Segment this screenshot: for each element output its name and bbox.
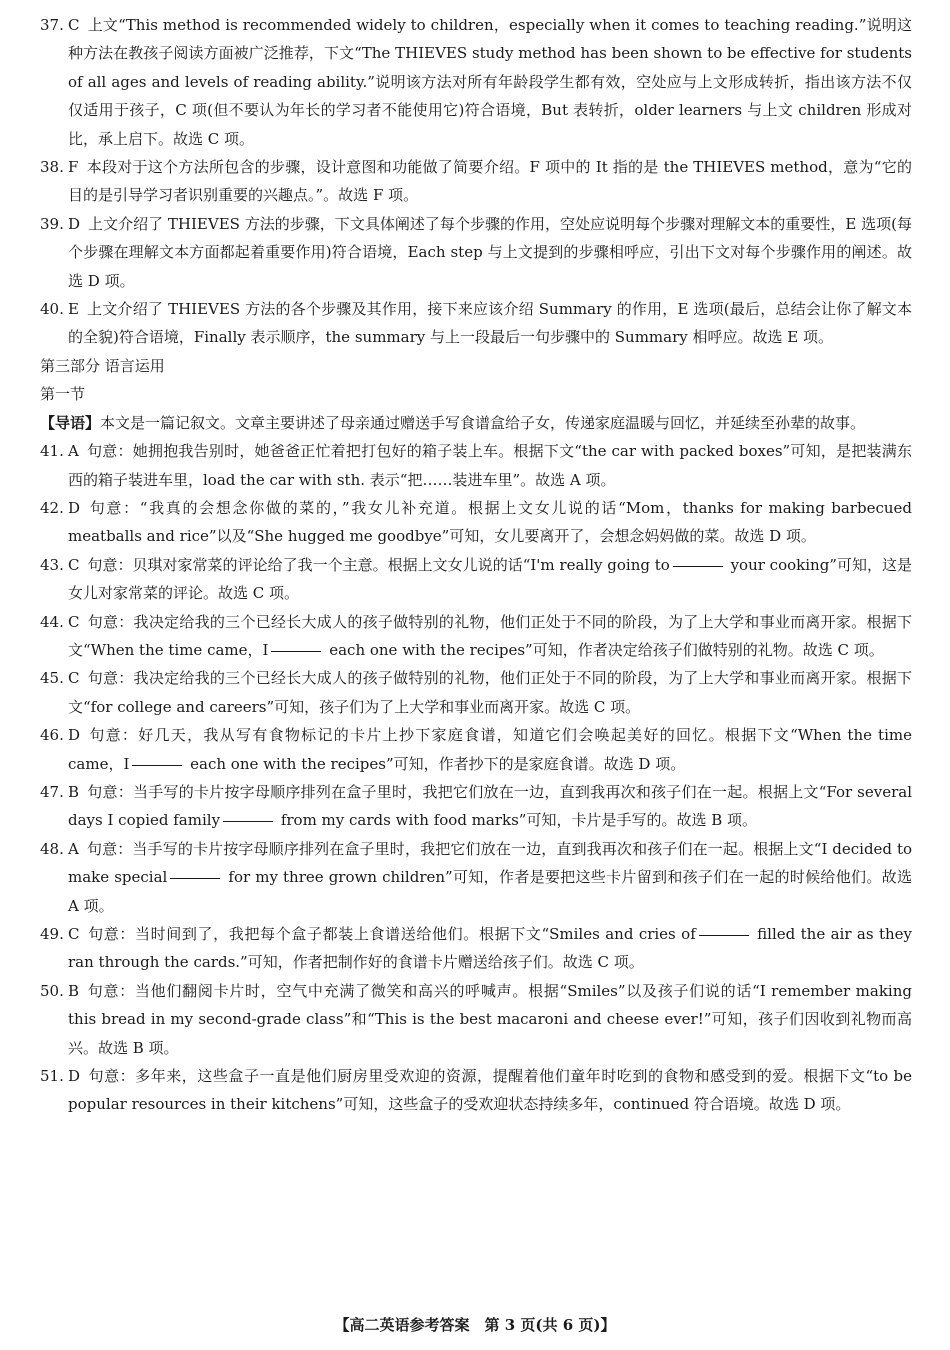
question-number: 46.	[40, 726, 64, 745]
explanation-text: each one with the recipes”可知，作者决定给孩子们做特别的礼物。故选 C 项。	[324, 640, 884, 659]
explanation-text: 句意：当手写的卡片按字母顺序排列在盒子里时，我把它们放在一边，直到我再次和孩子们在一起。根据上文“I decided to make special	[68, 839, 912, 887]
lead-tag: 【导语】	[40, 413, 101, 432]
answer-letter: D	[68, 726, 81, 745]
answer-item	[40, 778, 912, 835]
explanation-text: 句意：好几天，我从写有食物标记的卡片上抄下家庭食谱，知道它们会唤起美好的回忆。根据下文“When the time came，I	[68, 726, 912, 773]
explanation-text: 句意：当他们翻阅卡片时，空气中充满了微笑和高兴的呼喊声。根据“Smiles”以及孩子们说的话“I remember making this bread in my second-grade class”和“This is the best macaroni and cheese ever!”可知，孩子们因收到礼物而高兴。故选 B 项。	[68, 981, 912, 1057]
explanation-text: 句意：当手写的卡片按字母顺序排列在盒子里时，我把它们放在一边，直到我再次和孩子们在一起。根据上文“For several days I copied family	[68, 782, 912, 830]
answer-item	[40, 920, 912, 977]
question-number: 43.	[40, 555, 64, 574]
answer-letter: D	[68, 1067, 81, 1086]
explanation-text: 句意：我决定给我的三个已经长大成人的孩子做特别的礼物，他们正处于不同的阶段，为了上大学和事业而离开家。根据下文“When the time came，I	[68, 612, 912, 659]
explanation-text: 句意：我决定给我的三个已经长大成人的孩子做特别的礼物，他们正处于不同的阶段，为了上大学和事业而离开家。根据下文“for college and careers”可知，孩子们为了上大学和事业而离开家。故选 C 项。	[68, 669, 912, 716]
question-number: 37.	[40, 16, 64, 34]
question-number: 42.	[40, 498, 64, 517]
lead-paragraph	[40, 409, 912, 437]
blank-line	[699, 934, 749, 936]
question-number: 38.	[40, 158, 64, 177]
blank-line	[170, 877, 220, 879]
explanation-text: 句意：她拥抱我告别时，她爸爸正忙着把打包好的箱子装上车。根据下文“the car with packed boxes”可知，是把装满东西的箱子装进车里，load the car with sth. 表示“把……装进车里”。故选 A 项。	[68, 442, 912, 489]
explanation-text: filled the air as they ran through the cards.”可知，作者把制作好的食谱卡片赠送给孩子们。故选 C 项。	[68, 925, 912, 972]
answer-letter: F	[68, 158, 79, 177]
answer-letter: D	[68, 214, 81, 233]
answer-letter: A	[68, 442, 79, 461]
answer-letter: C	[68, 925, 80, 943]
question-number: 44.	[40, 612, 64, 631]
explanation-text: 上文介绍了 THIEVES 方法的步骤，下文具体阐述了每个步骤的作用，空处应说明每个步骤对理解文本的重要性，E 选项(每个步骤在理解文本方面都起着重要作用)符合语境，Each step 与上文提到的步骤相呼应，引出下文对每个步骤作用的阐述。故选 D 项。	[68, 214, 912, 290]
reading-answers	[40, 11, 912, 352]
answer-item	[40, 494, 912, 551]
explanation-text: 句意：多年来，这些盒子一直是他们厨房里受欢迎的资源，提醒着他们童年时吃到的食物和感受到的爱。根据下文“to be popular resources in their kitchens”可知，这些盒子的受欢迎状态持续多年，continued 符合语境。故选 D 项。	[68, 1067, 912, 1114]
question-number: 39.	[40, 214, 64, 233]
question-number: 49.	[40, 925, 64, 943]
answer-item	[40, 608, 912, 665]
answer-item	[40, 977, 912, 1062]
cloze-answers	[40, 437, 912, 1119]
question-number: 50.	[40, 981, 64, 1000]
answer-letter: C	[68, 16, 80, 34]
answer-letter: D	[68, 498, 81, 517]
answer-letter: C	[68, 669, 80, 688]
question-number: 48.	[40, 839, 64, 858]
explanation-text: each one with the recipes”可知，作者抄下的是家庭食谱。故选 D 项。	[185, 754, 686, 773]
explanation-text: your cooking”可知，这是女儿对家常菜的评论。故选 C 项。	[68, 555, 913, 603]
blank-line	[673, 565, 723, 567]
answer-letter: C	[68, 612, 80, 631]
answer-item	[40, 437, 912, 494]
explanation-text: 句意：贝琪对家常菜的评论给了我一个主意。根据上文女儿说的话“I'm really going to	[87, 555, 670, 574]
explanation-text: 上文介绍了 THIEVES 方法的各个步骤及其作用，接下来应该介绍 Summary 的作用，E 选项(最后，总结会让你了解文本的全貌)符合语境，Finally 表示顺序，the summary 与上一段最后一句步骤中的 Summary 相呼应。故选 E 项。	[68, 300, 912, 347]
section-title: 第三部分 语言运用	[40, 356, 165, 375]
subsection-title: 第一节	[40, 385, 86, 404]
answer-item	[40, 1062, 912, 1119]
blank-line	[223, 820, 273, 822]
explanation-text: 句意：当时间到了，我把每个盒子都装上食谱送给他们。根据下文“Smiles and cries of	[87, 925, 696, 943]
explanation-text: 句意：“我真的会想念你做的菜的，”我女儿补充道。根据上文女儿说的话“Mom，thanks for making barbecued meatballs and rice”以及“She hugged me goodbye”可知，女儿要离开了，会想念妈妈做的菜。故选 D 项。	[68, 498, 912, 546]
answer-letter: B	[68, 981, 80, 1000]
answer-letter: B	[68, 782, 80, 801]
answer-item	[40, 664, 912, 721]
answer-letter: E	[68, 300, 79, 319]
explanation-text: for my three grown children”可知，作者是要把这些卡片留到和孩子们在一起的时候给他们。故选 A 项。	[68, 868, 912, 915]
explanation-text: 上文“This method is recommended widely to children，especially when it comes to teaching reading.”说明这种方法在教孩子阅读方面被广泛推荐，下文“The THIEVES study method has been shown to be effective for students of all ages and levels of reading ability.”说明该方法对所有年龄段学生都有效，空处应与上文形成转折，指出该方法不仅仅适用于孩子，C 项(但不要认为年长的学习者不能使用它)符合语境，But 表转折，older learners 与上文 children 形成对比，承上启下。故选 C 项。	[68, 16, 912, 148]
answer-letter: A	[68, 839, 79, 858]
answer-item	[40, 153, 912, 210]
question-number: 40.	[40, 300, 64, 319]
question-number: 45.	[40, 669, 64, 688]
answer-item	[40, 210, 912, 295]
explanation-text: from my cards with food marks”可知，卡片是手写的。故选 B 项。	[276, 811, 758, 830]
answer-item	[40, 835, 912, 920]
blank-line	[132, 764, 182, 766]
answer-item	[40, 295, 912, 352]
answer-item	[40, 551, 912, 608]
answer-item	[40, 11, 912, 153]
question-number: 51.	[40, 1067, 64, 1086]
explanation-text: 本段对于这个方法所包含的步骤，设计意图和功能做了简要介绍。F 项中的 It 指的是 the THIEVES method，意为“它的目的是引导学习者识别重要的兴趣点。”。故选 F 项。	[68, 158, 912, 205]
page-content	[40, 11, 912, 1119]
page-footer: 【高二英语参考答案 第 3 页(共 6 页)】	[334, 1316, 616, 1334]
answer-letter: C	[68, 555, 80, 574]
question-number: 47.	[40, 782, 64, 801]
answer-item	[40, 721, 912, 778]
question-number: 41.	[40, 442, 64, 461]
blank-line	[271, 650, 321, 652]
lead-text: 本文是一篇记叙文。文章主要讲述了母亲通过赠送手写食谱盒给子女，传递家庭温暖与回忆，并延续至孙辈的故事。	[100, 413, 866, 432]
